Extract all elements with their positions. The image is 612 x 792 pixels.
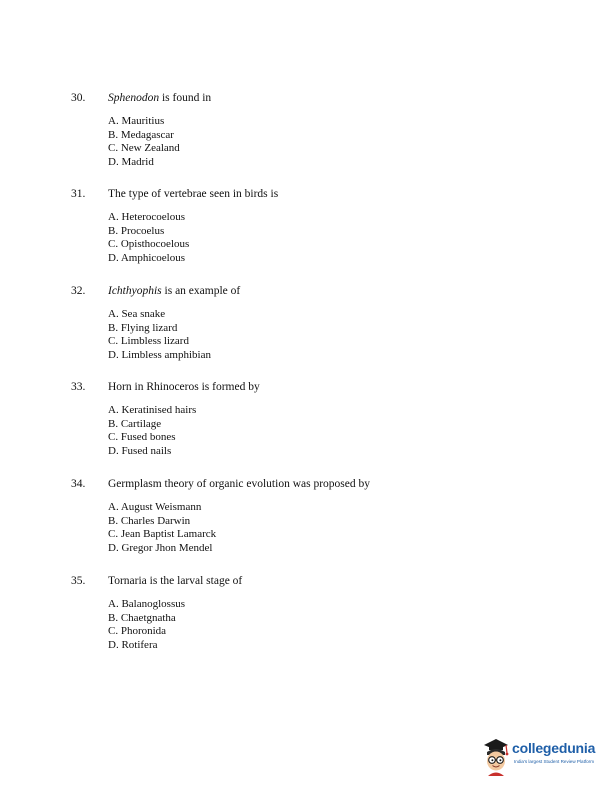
logo-tagline: India's largest Student Review Platform [514, 759, 595, 764]
question-stem-text: The type of vertebrae seen in birds is [108, 188, 279, 200]
question-stem-text: is an example of [161, 285, 241, 297]
option-c: C. Limbless lizard [108, 335, 189, 348]
option-c: C. Opisthocoelous [108, 238, 190, 251]
question-stem-text: Horn in Rhinoceros is formed by [108, 381, 260, 393]
options-list [108, 211, 189, 265]
option-c: C. Jean Baptist Lamarck [108, 528, 217, 541]
question-stem [108, 380, 260, 394]
option-a: A. Mauritius [108, 115, 165, 127]
question-stem [108, 284, 240, 298]
question-stem-italic: Sphenodon [108, 92, 160, 104]
option-a: A. Sea snake [108, 308, 166, 320]
question-number: 35. [71, 575, 86, 587]
options-list [108, 404, 196, 458]
option-d: D. Fused nails [108, 444, 172, 457]
option-d: D. Rotifera [108, 638, 158, 651]
collegedunia-logo [480, 736, 604, 776]
logo-wordmark: collegedunia [512, 740, 596, 756]
question-stem-italic: Ichthyophis [108, 285, 162, 297]
question-stem-text: Germplasm theory of organic evolution was proposed by [108, 478, 370, 490]
question-stem-text: is found in [159, 92, 212, 104]
option-d: D. Amphicoelous [108, 251, 185, 264]
options-list [108, 308, 211, 362]
option-b: B. Chaetgnatha [108, 611, 176, 624]
option-b: B. Procoelus [108, 224, 165, 237]
option-c: C. New Zealand [108, 142, 180, 155]
question-number: 33. [71, 381, 86, 393]
question-number: 32. [71, 285, 86, 297]
option-a: A. Balanoglossus [108, 598, 185, 610]
option-a: A. Heterocoelous [108, 211, 185, 223]
graduate-mascot-icon [480, 736, 512, 776]
option-a: A. Keratinised hairs [108, 404, 197, 416]
option-b: B. Flying lizard [108, 321, 178, 334]
options-list [108, 115, 180, 169]
option-d: D. Madrid [108, 155, 154, 168]
option-b: B. Medagascar [108, 128, 174, 141]
option-c: C. Phoronida [108, 625, 167, 638]
question-stem-text: Tornaria is the larval stage of [108, 575, 243, 587]
question-stem [108, 477, 370, 491]
options-list [108, 598, 185, 652]
question-number: 34. [71, 478, 86, 490]
question-stem [108, 187, 278, 201]
option-b: B. Cartilage [108, 417, 162, 430]
question-stem [108, 574, 242, 588]
option-d: D. Limbless amphibian [108, 348, 211, 361]
option-d: D. Gregor Jhon Mendel [108, 541, 213, 554]
question-number: 30. [71, 92, 86, 104]
question-stem [108, 91, 211, 105]
question-number: 31. [71, 188, 86, 200]
option-b: B. Charles Darwin [108, 514, 191, 527]
option-a: A. August Weismann [108, 501, 202, 513]
options-list [108, 501, 216, 555]
option-c: C. Fused bones [108, 431, 176, 444]
